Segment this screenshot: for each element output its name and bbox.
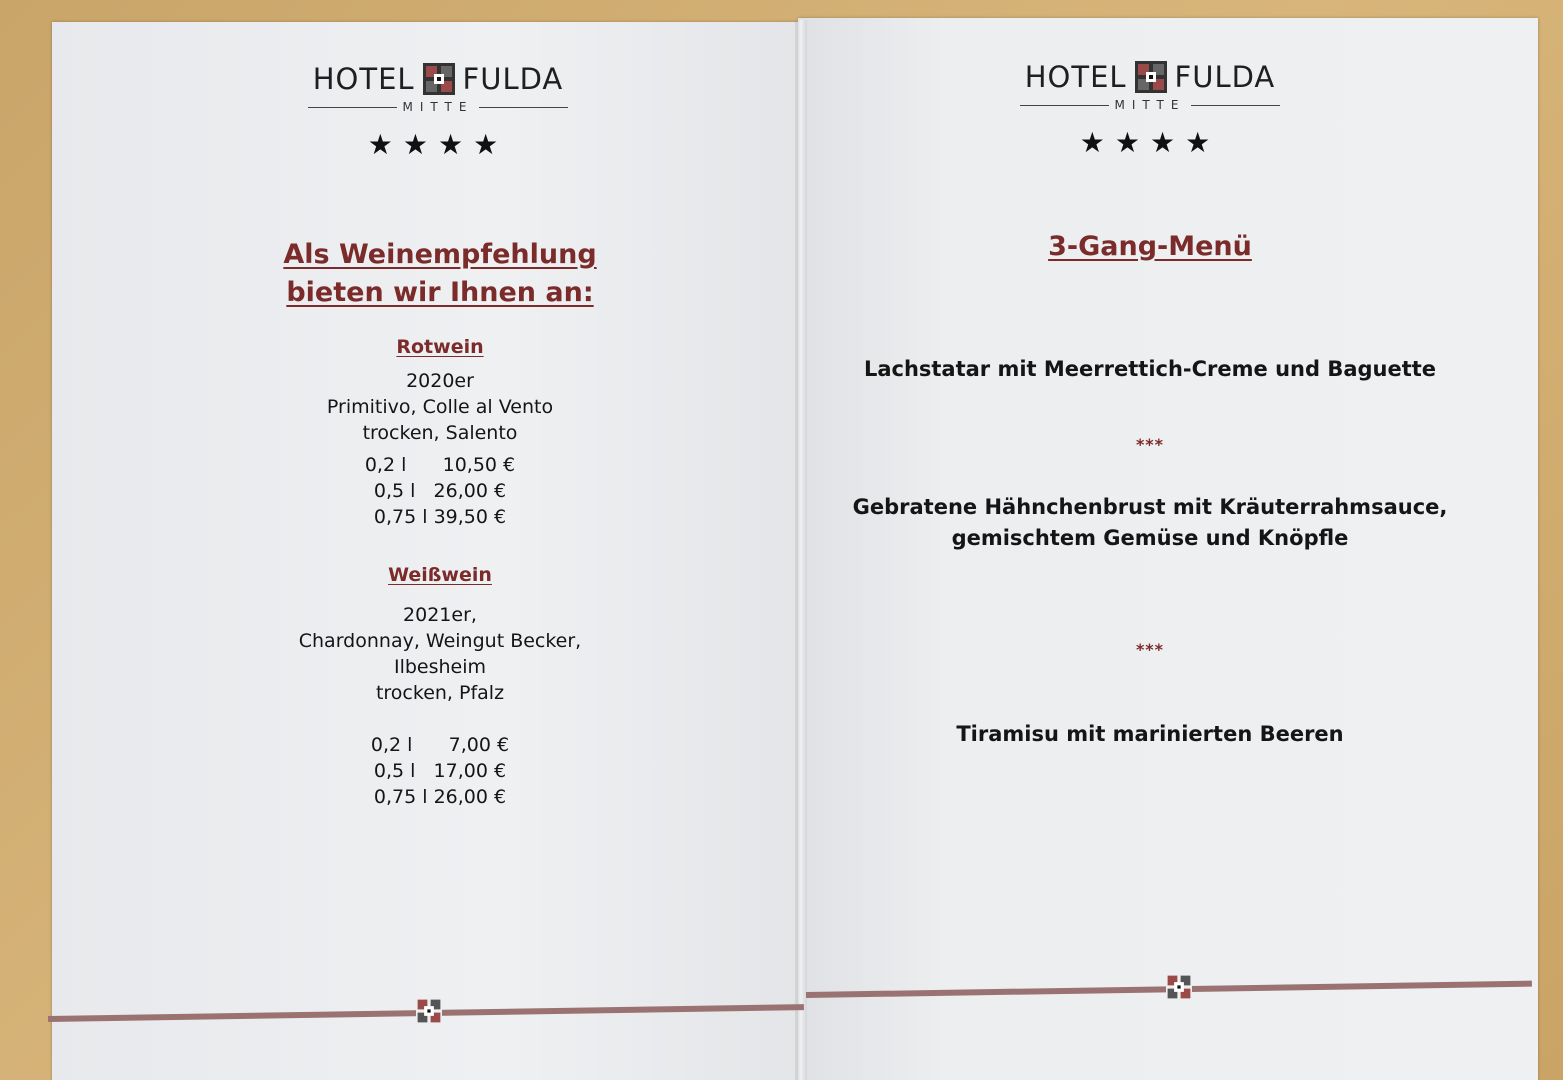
red-wine-price: 0,5 l 26,00 € <box>373 480 507 502</box>
logo-word-hotel: HOTEL <box>1024 60 1127 94</box>
red-wine-price: 0,75 l 39,50 € <box>373 506 507 528</box>
red-wine-name: Primitivo, Colle al Vento <box>326 396 554 418</box>
white-wine-price: 0,75 l 26,00 € <box>373 786 507 808</box>
hotel-logo-icon <box>423 63 455 95</box>
hotel-stars: ★★★★ <box>1079 126 1221 159</box>
three-course-menu <box>830 228 1470 750</box>
red-wine-label: Rotwein <box>396 336 484 358</box>
logo-word-fulda: FULDA <box>462 62 564 96</box>
red-wine-vintage: 2020er <box>406 370 474 392</box>
white-wine-details: trocken, Pfalz <box>375 682 505 704</box>
wine-heading-line2: bieten wir Ihnen an: <box>286 277 594 308</box>
red-wine-details: trocken, Salento <box>362 422 518 444</box>
white-wine-price: 0,5 l 17,00 € <box>373 760 507 782</box>
main-course-line2: gemischtem Gemüse und Knöpfle <box>951 526 1349 550</box>
dessert-course: Tiramisu mit marinierten Beeren <box>956 722 1344 746</box>
white-wine-origin: Ilbesheim <box>393 656 487 678</box>
hotel-logo-right <box>1020 60 1280 159</box>
footer-logo-icon <box>1166 974 1192 1000</box>
hotel-logo-left <box>308 62 568 161</box>
white-wine-vintage: 2021er, <box>403 604 477 626</box>
course-separator: *** <box>1135 435 1165 454</box>
hotel-stars: ★★★★ <box>367 128 509 161</box>
red-wine-price: 0,2 l 10,50 € <box>364 454 516 476</box>
course-separator: *** <box>1135 640 1165 659</box>
page-fold <box>795 20 807 1080</box>
logo-word-fulda: FULDA <box>1174 60 1276 94</box>
wine-heading-line1: Als Weinempfehlung <box>283 239 597 270</box>
white-wine-price: 0,2 l 7,00 € <box>370 734 510 756</box>
logo-subtitle: MITTE <box>402 100 474 114</box>
logo-subtitle: MITTE <box>1114 98 1186 112</box>
logo-word-hotel: HOTEL <box>312 62 415 96</box>
white-wine-label: Weißwein <box>388 564 492 586</box>
starter-course: Lachstatar mit Meerrettich-Creme und Baguette <box>863 357 1437 381</box>
footer-logo-icon <box>416 998 442 1024</box>
hotel-logo-icon <box>1135 61 1167 93</box>
main-course-line1: Gebratene Hähnchenbrust mit Kräuterrahmsauce, <box>852 495 1448 519</box>
white-wine-name: Chardonnay, Weingut Becker, <box>298 630 582 652</box>
menu-heading: 3-Gang-Menü <box>1048 231 1252 262</box>
wine-recommendation <box>240 236 640 810</box>
